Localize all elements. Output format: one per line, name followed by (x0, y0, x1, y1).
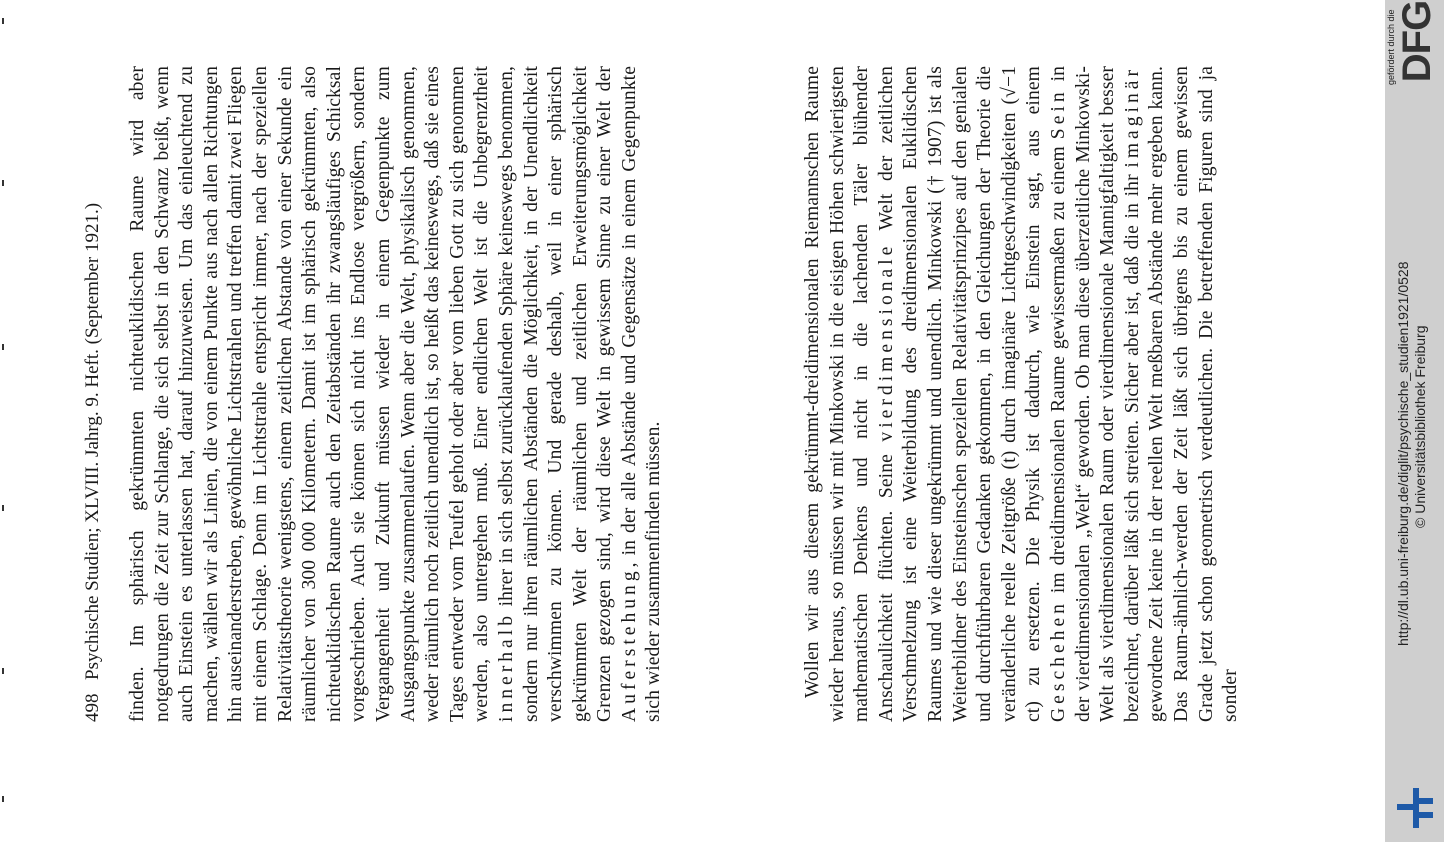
dfg-logo: DFG (1395, 0, 1440, 82)
funding-note: gefördert durch die (1386, 9, 1396, 85)
text-column-2 (801, 66, 1244, 722)
paragraph-1: finden. Im sphärisch gekrümmten nichteuklidischen Raume wird aber notgedrungen die Zeit zur Schlange, die sich selbst in den Schwanz beißt, wenn auch Einstein es unterlassen hat, darauf hinzuweisen. Um das einleuchtend zu machen, wählen wir als Linien, die von einem Punkte aus nach allen Richtungen hin auseinanderstreben, gewöhnliche Lichtstrahlen und treffen damit zwei Fliegen mit einem Schlage. Denn im Lichtstrahle entspricht immer, nach der speziellen Relativitätstheorie wenigstens, einem zeitlichen Abstande von einer Sekunde ein räumlicher von 300 000 Kilometern. Damit ist im sphärisch gekrümmten, also nichteuklidischen Raume auch den Zeitabständen ihr zwangsläufiges Schicksal vorgeschrieben. Auch sie können sich nicht ins Endlose vergrößern, sondern Vergangenheit und Zukunft müssen wieder in einem Gegenpunkte zum Ausgangspunkte zusammenlaufen. Wenn aber die Welt, physikalisch genommen, weder räumlich noch zeitlich unendlich ist, so heißt das keineswegs, daß sie eines Tages entweder vom Teufel geholt oder aber vom lieben Gott zu sich genommen werden, also untergehen muß. Einer endlichen Welt ist die Unbegrenztheit innerhalb ihrer in sich selbst zurücklaufenden Sphäre keineswegs benommen, sondern nur ihren räumlichen Abständen die Möglichkeit, in der Unendlichkeit verschwimmen zu können. Und gerade deshalb, weil in einer sphärisch gekrümmten Welt der räumlichen und zeitlichen Erweiterungsmöglichkeit Grenzen gezogen sind, wird diese Welt in gewissem Sinne zu einer Welt der Auferstehung, in der alle Abstände und Gegensätze in einem Gegenpunkte sich wieder zusammenfinden müssen. (127, 65, 665, 722)
text-column-1 (126, 66, 667, 722)
paragraph-2: Wollen wir aus diesem gekrümmt-dreidimensionalen Riemannschen Raume wieder heraus, so müssen wir mit Minkowski in die eisigen Höhen schwierigsten mathematischen Denkens und nicht in die lachenden Täler blühender Anschaulichkeit flüchten. Seine vierdimensionale Welt der zeitlichen Verschmelzung ist eine Weiterbildung des dreidimensionalen Euklidischen Raumes und wie dieser ungekrümmt und unendlich. Minkowski († 1907) ist als Weiterbildner des Einsteinschen speziellen Relativitätsprinzipes auf den genialen und durchführbaren Gedanken gekommen, in den Gleichungen der Theorie die veränderliche reelle Zeitgröße (t) durch imaginäre Lichtgeschwindigkeiten (√−1 ct) zu ersetzen. Die Physik ist dadurch, wie Einstein sagt, aus einem Geschehen im dreidimensionalen Raume gewissermaßen zu einem Sein in der vierdimensionalen „Welt“ geworden. Ob man diese überzeitliche Minkowski-Welt als vierdimensionalen Raum oder vierdimensionale Mannigfaltigkeit besser bezeichnet, darüber läßt sich streiten. Sicher aber ist, daß die in ihr imaginär gewordene Zeit keine in der reellen Welt meßbaren Abstände mehr ergeben kann. Das Raum-ähnlich-werden der Zeit läßt sich übrigens bis zu einem gewissen Grade jetzt schon geometrisch verdeutlichen. Die betreffenden Figuren sind ja sonder (802, 65, 1242, 722)
university-library-logo-icon (1393, 786, 1437, 830)
emphasis-geschehen: Geschehen (1047, 600, 1069, 722)
emphasis-sein: Sein (1047, 88, 1069, 140)
emphasis-auferstehung: Auferstehung (618, 567, 640, 722)
page-number: 498 (82, 693, 103, 722)
scan-edge-marks (0, 0, 12, 842)
emphasis-innerhalb: innerhalb (495, 612, 517, 722)
rotated-text-block (78, 42, 1318, 722)
running-header (78, 42, 108, 722)
permalink-url[interactable]: http://dl.ub.uni-freiburg.de/diglit/psychische_studien1921/0528 (1395, 261, 1411, 646)
emphasis-imaginaer: imaginär (1121, 65, 1143, 168)
emphasis-vierdimensionale: vierdimensionale (875, 242, 897, 442)
copyright-notice: © Universitätsbibliothek Freiburg (1412, 325, 1428, 528)
running-title: Psychische Studien; XLVIII. Jahrg. 9. Heft. (September 1921.) (82, 202, 103, 680)
digitization-sidebar (1385, 0, 1444, 842)
